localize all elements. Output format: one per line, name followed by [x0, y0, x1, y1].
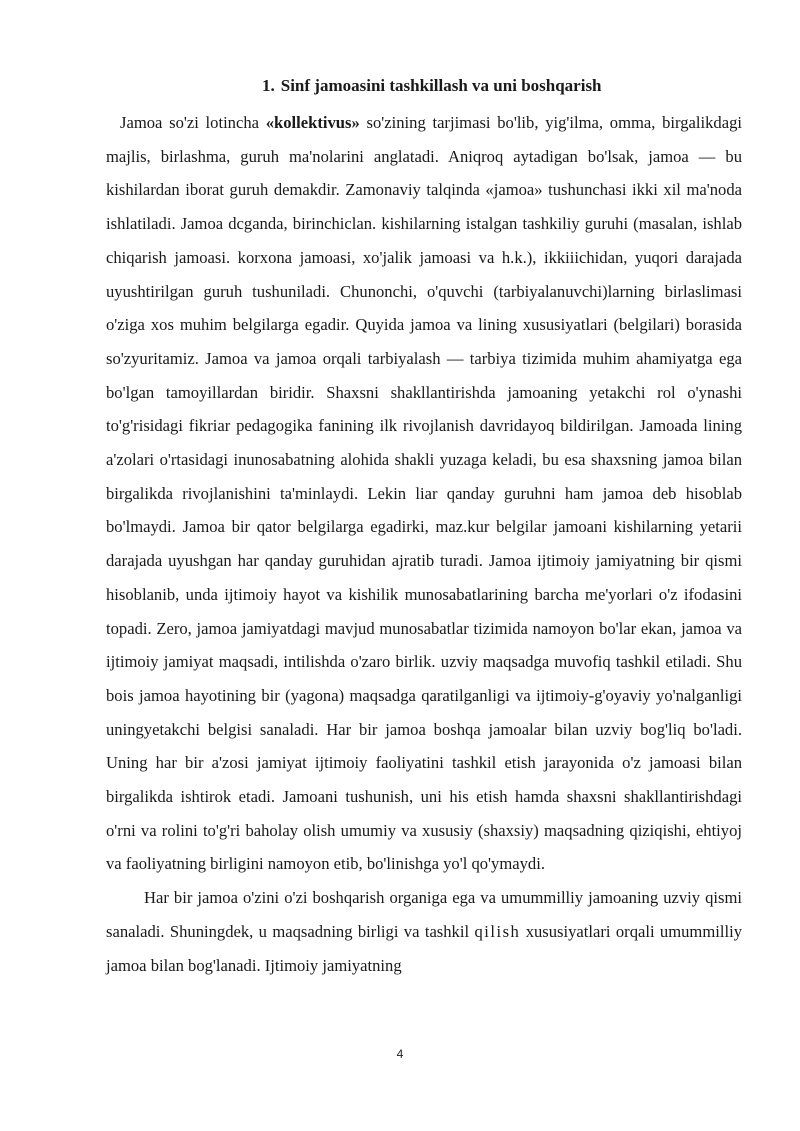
- paragraph-2: [106, 881, 742, 982]
- heading-text: Sinf jamoasini tashkillash va uni boshqarish: [280, 76, 602, 95]
- paragraph-2-rest: xususiyatlari orqali umummilliy jamoa bilan bog'lanadi. Ijtimoiy jamiyatning: [106, 921, 742, 975]
- page-number: 4: [396, 1047, 404, 1061]
- paragraph-1: [106, 106, 742, 881]
- paragraph-1-start: Jamoa so'zi lotincha: [120, 113, 266, 132]
- heading-number: 1.: [262, 76, 275, 95]
- bold-term: «kollektivus»: [265, 113, 360, 132]
- paragraph-2-start: Har bir jamoa o'zini o'zi boshqarish organiga ega va umummilliy jamoaning uzviy qismi sanaladi. Shuningdek, u maqsadning birligi va tashkil: [106, 888, 742, 941]
- spaced-word: qilish: [474, 921, 521, 941]
- paragraph-1-rest: so'zining tarjimasi bo'lib, yig'ilma, omma, birgalikdagi majlis, birlashma, guruh ma'nolarini anglatadi. Aniqroq aytadigan bo'lsak, jamoa — bu kishilardan iborat guruh demakdir. Zamonaviy talqinda «jamoa» tushunchasi ikki xil ma'noda ishlatiladi. Jamoa dcganda, birinchiclan. kishilarning istalgan tashkiliy guruhi (masalan, ishlab chiqarish jamoasi. korxona jamoasi, xo'jalik jamoasi va h.k.), ikkiiichidan, yuqori darajada uyushtirilgan guruh tushuniladi. Chunonchi, o'quvchi (tarbiyalanuvchi)larning birlaslimasi o'ziga xos muhim belgilarga egadir. Quyida jamoa va lining xususiyatlari (belgilari) borasida so'zyuritamiz. Jamoa va jamoa orqali tarbiyalash — tarbiya tizimida muhim ahamiyatga ega bo'lgan tamoyillardan biridir. Shaxsni shakllantirishda jamoaning yetakchi rol o'ynashi to'g'risidagi fikriar pedagogika fanining ilk rivojlanish davridayoq bildirilgan. Jamoada lining a'zolari o'rtasidagi inunosabatning alohida shakli yuzaga keladi, bu esa shaxsning jamoa bilan birgalikda rivojlanishini ta'minlaydi. Lekin liar qanday guruhni ham jamoa deb hisoblab bo'lmaydi. Jamoa bir qator belgilarga egadirki, maz.kur belgilar jamoani kishilarning yetarii darajada uyushgan har qanday guruhidan ajratib turadi. Jamoa ijtimoiy jamiyatning bir qismi hisoblanib, unda ijtimoiy hayot va kishilik munosabatlarining barcha me'yorlari o'z ifodasini topadi. Zero, jamoa jamiyatdagi mavjud munosabatlar tizimida namoyon bo'lar ekan, jamoa va ijtimoiy jamiyat maqsadi, intilishda o'zaro birlik. uzviy maqsadga muvofiq tashkil etiladi. Shu bois jamoa hayotining bir (yagona) maqsadga qaratilganligi va ijtimoiy-g'oyaviy yo'nalganligi uningyetakchi belgisi sanaladi. Har bir jamoa boshqa jamoalar bilan uzviy bog'liq bo'ladi. Uning har bir a'zosi jamiyat ijtimoiy faoliyatini tashkil etish jarayonida o'z jamoasi bilan birgalikda ishtirok etadi. Jamoani tushunish, uni his etish hamda shaxsni shakllantirishdagi o'rni va rolini to'g'ri baholay olish umumiy va xususiy (shaxsiy) maqsadning qiziqishi, ehtiyoj va faoliyatning birligini namoyon etib, bo'linishga yo'l qo'ymaydi.: [106, 113, 742, 874]
- section-heading: [262, 76, 602, 96]
- body-text: [106, 106, 742, 982]
